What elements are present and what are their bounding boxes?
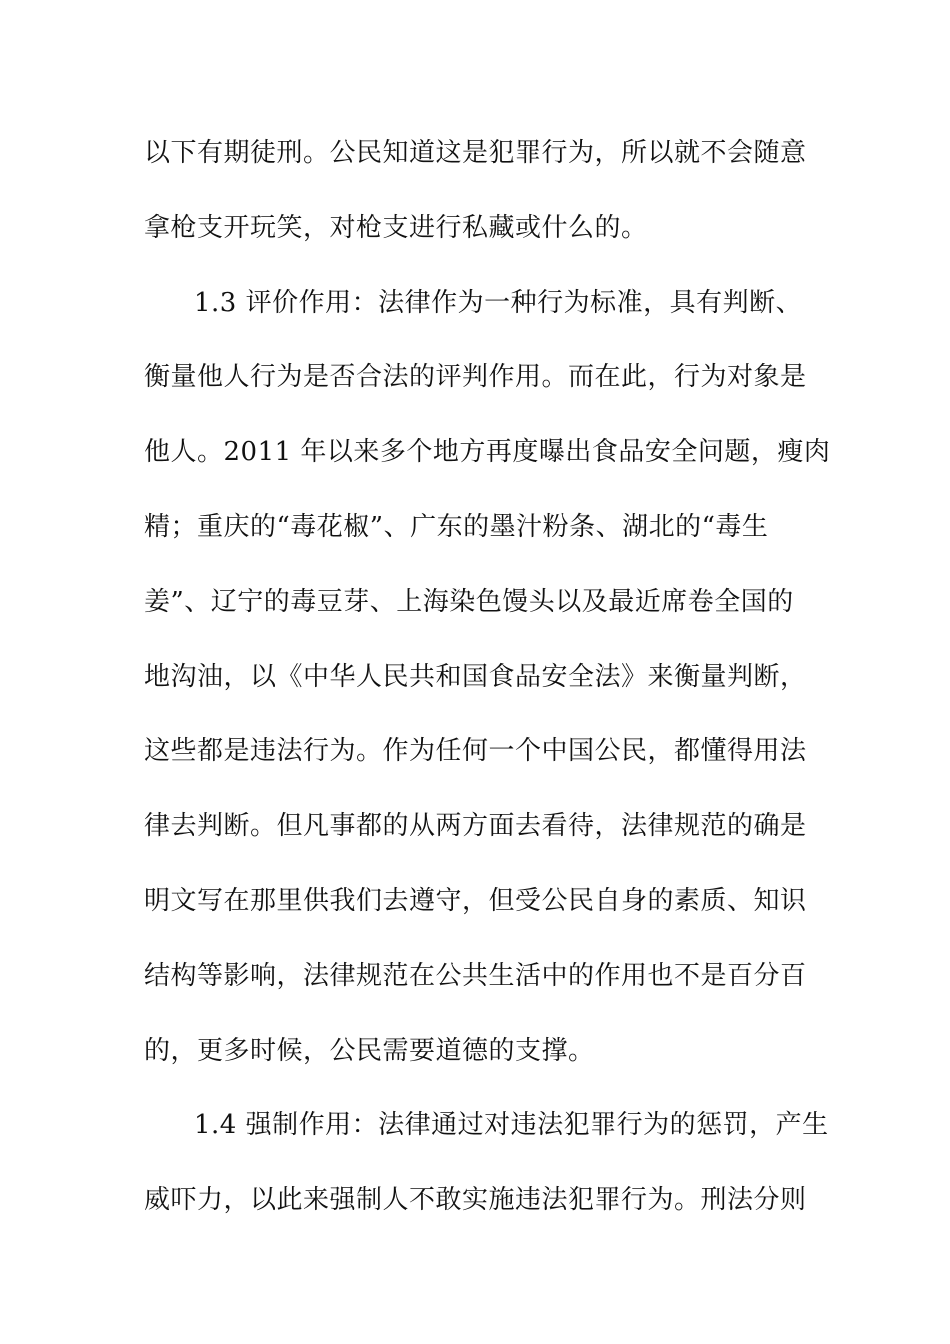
text-line: 律去判断。但凡事都的从两方面去看待，法律规范的确是 — [144, 811, 807, 842]
section-1-4-first-line: 1.4 强制作用：法律通过对违法犯罪行为的惩罚，产生 — [194, 1110, 829, 1141]
text-line: 以下有期徒刑。公民知道这是犯罪行为，所以就不会随意 — [144, 138, 807, 168]
text-line: 拿枪支开玩笑，对枪支进行私藏或什么的。 — [144, 212, 648, 243]
text-line: 他人。2011 年以来多个地方再度曝出食品安全问题，瘦肉 — [144, 437, 831, 468]
text-line: 结构等影响，法律规范在公共生活中的作用也不是百分百 — [144, 960, 807, 991]
body-text — [144, 130, 831, 1252]
text-line: 精；重庆的“毒花椒”、广东的墨汁粉条、湖北的“毒生 — [144, 511, 769, 542]
text-line: 的，更多时候，公民需要道德的支撑。 — [144, 1035, 595, 1066]
text-line: 姜”、辽宁的毒豆芽、上海染色馒头以及最近席卷全国的 — [144, 586, 794, 617]
text-line: 衡量他人行为是否合法的评判作用。而在此，行为对象是 — [144, 362, 807, 393]
text-line: 这些都是违法行为。作为任何一个中国公民，都懂得用法 — [144, 736, 807, 767]
text-line: 明文写在那里供我们去遵守，但受公民自身的素质、知识 — [144, 885, 807, 916]
text-line: 威吓力，以此来强制人不敢实施违法犯罪行为。刑法分则 — [144, 1185, 807, 1216]
text-line: 地沟油，以《中华人民共和国食品安全法》来衡量判断， — [144, 661, 807, 692]
section-1-3-first-line: 1.3 评价作用：法律作为一种行为标准，具有判断、 — [194, 287, 803, 318]
